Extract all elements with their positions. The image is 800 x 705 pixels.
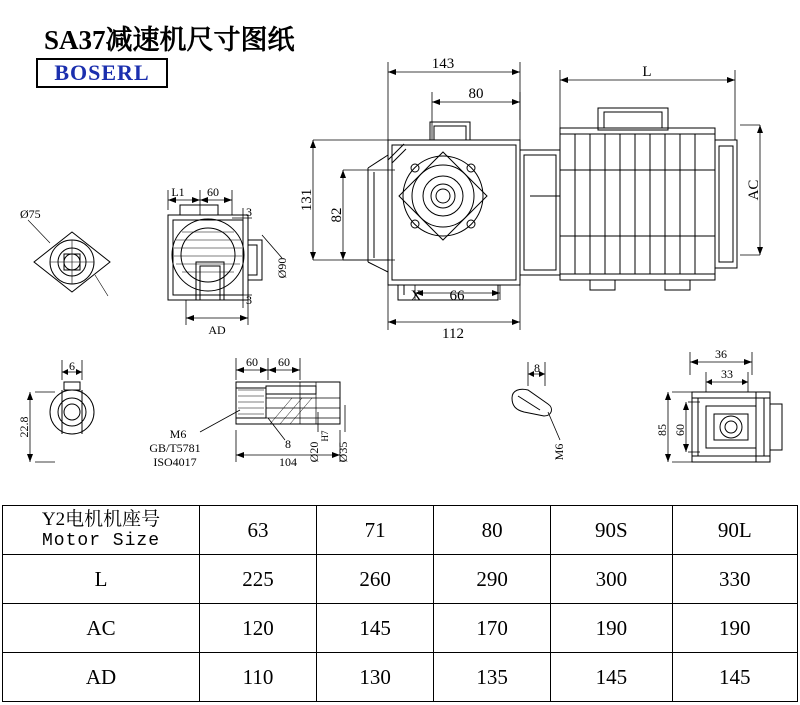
cell-L-80: 290: [434, 555, 551, 604]
dim-143: 143: [431, 56, 455, 72]
table-header-size-4: 90L: [672, 506, 797, 555]
table-row: [3, 653, 798, 702]
cell-AC-90S: 190: [551, 604, 672, 653]
dim-104: 104: [279, 455, 297, 469]
table-header-size-1: 71: [317, 506, 434, 555]
table-row: [3, 555, 798, 604]
table-header-label-cn: Y2电机机座号: [41, 508, 161, 530]
cell-AD-90L: 145: [672, 653, 797, 702]
table-header-size-0: 63: [200, 506, 317, 555]
cell-AC-71: 145: [317, 604, 434, 653]
label-ISO: ISO4017: [153, 455, 197, 469]
dim-85: 85: [655, 424, 669, 436]
cell-L-71: 260: [317, 555, 434, 604]
dim-112: 112: [442, 326, 464, 342]
dim-131: 131: [299, 188, 315, 212]
cell-AD-63: 110: [200, 653, 317, 702]
dim-d20: Ø20: [307, 441, 321, 463]
spec-table: [2, 505, 798, 702]
table-header-label: [3, 506, 200, 555]
dim-6: 6: [69, 359, 75, 373]
cell-AC-63: 120: [200, 604, 317, 653]
cell-AD-90S: 145: [551, 653, 672, 702]
dim-d35: Ø35: [336, 441, 350, 463]
dim-60-b: 60: [278, 355, 290, 369]
dim-82: 82: [329, 207, 345, 223]
dim-36: 36: [715, 347, 727, 361]
dim-L1: L1: [171, 185, 185, 199]
dim-d75: Ø75: [20, 207, 41, 221]
dim-22-8: 22.8: [17, 416, 31, 438]
dim-8-key: 8: [285, 437, 291, 451]
row-label-AC: AC: [3, 604, 200, 653]
dim-60-left: 60: [207, 185, 219, 199]
table-header-label-en: Motor Size: [41, 530, 161, 551]
dim-3-bottom: 3: [246, 293, 252, 307]
table-row-header: [3, 506, 798, 555]
row-label-AD: AD: [3, 653, 200, 702]
dim-L: L: [642, 64, 652, 80]
page-title: SA37减速机尺寸图纸: [44, 25, 295, 55]
label-M6-a: M6: [169, 427, 187, 441]
dim-AD: AD: [208, 323, 226, 337]
dim-60-c: 60: [673, 424, 687, 436]
dim-33: 33: [721, 367, 733, 381]
table-header-size-3: 90S: [551, 506, 672, 555]
cell-AC-80: 170: [434, 604, 551, 653]
table-row: [3, 604, 798, 653]
dim-X: X: [410, 288, 422, 304]
dim-d20-tol: H7: [320, 430, 330, 442]
row-label-L: L: [3, 555, 200, 604]
dim-d90: Ø90: [275, 257, 289, 279]
cell-AD-80: 135: [434, 653, 551, 702]
brand-logo-text: BOSERL: [54, 60, 150, 85]
cell-L-90S: 300: [551, 555, 672, 604]
dim-AC: AC: [746, 179, 762, 201]
label-GB: GB/T5781: [149, 441, 201, 455]
label-M6-b: M6: [552, 443, 566, 461]
dim-8-single: 8: [534, 361, 540, 375]
cell-L-63: 225: [200, 555, 317, 604]
dim-3-top: 3: [246, 205, 252, 219]
table-header-size-2: 80: [434, 506, 551, 555]
cell-AC-90L: 190: [672, 604, 797, 653]
dim-80: 80: [468, 86, 484, 102]
dim-60-a: 60: [246, 355, 258, 369]
cell-L-90L: 330: [672, 555, 797, 604]
dim-66: 66: [449, 288, 465, 304]
cell-AD-71: 130: [317, 653, 434, 702]
